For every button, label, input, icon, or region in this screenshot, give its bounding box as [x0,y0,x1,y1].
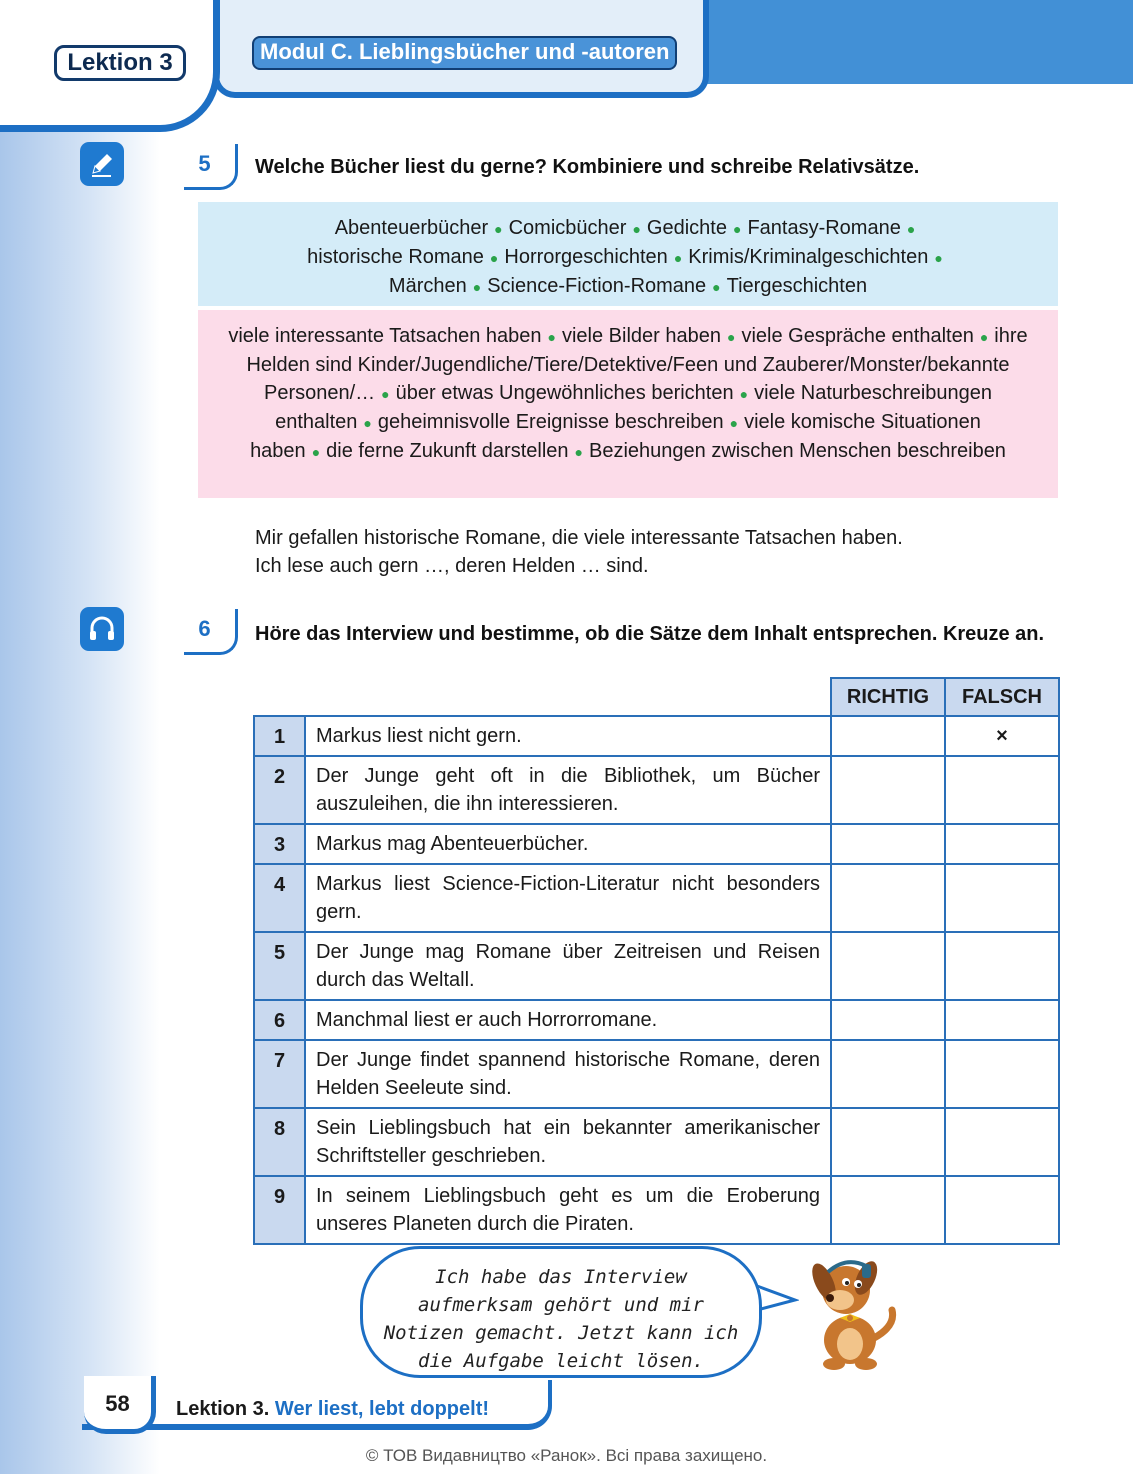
speech-bubble: Ich habe das Interview aufmerksam gehört und mir Notizen gemacht. Jetzt kann ich die Aufgabe leicht lösen. [360,1246,762,1378]
richtig-cell[interactable] [831,932,945,1000]
feature: geheimnisvolle Ereignisse beschreiben [377,411,724,433]
feature: über etwas Ungewöhnliches berichten [395,382,734,404]
falsch-cell[interactable] [945,1108,1059,1176]
falsch-cell[interactable] [945,756,1059,824]
table-row [254,756,1059,824]
genre: Fantasy-Romane [747,217,901,239]
footer-lesson [176,1398,489,1421]
genre: Horrorgeschichten [504,246,668,268]
table-row [254,1040,1059,1108]
statement: Der Junge geht oft in die Bibliothek, um Bücher auszuleihen, die ihn interessieren. [305,756,831,824]
left-margin-strip [0,0,160,1474]
row-number: 5 [254,932,305,1000]
falsch-cell[interactable] [945,824,1059,864]
example-text [255,524,1061,580]
table-row [254,716,1059,756]
dog-mascot-icon [800,1252,904,1370]
genre: Krimis/Kriminalgeschichten [688,246,929,268]
statement: Der Junge findet spannend historische Romane, deren Helden Seeleute sind. [305,1040,831,1108]
table-row [254,1108,1059,1176]
feature: viele Bilder haben [561,325,721,347]
row-number: 4 [254,864,305,932]
true-false-table [253,677,1060,1245]
genre: Science-Fiction-Romane [487,275,707,297]
statement: Der Junge mag Romane über Zeitreisen und Reisen durch das Weltall. [305,932,831,1000]
task-number: 5 [184,144,238,190]
feature: viele komische Situationen haben [250,411,981,462]
genre-line: Märchen ● Science-Fiction-Romane ● Tiergeschichten [388,275,868,297]
footer-lesson-title: Wer liest, lebt doppelt! [274,1398,490,1420]
task-title: Welche Bücher liest du gerne? Kombiniere und schreibe Relativsätze. [255,156,920,178]
richtig-cell[interactable] [831,716,945,756]
statement: Markus liest nicht gern. [305,716,831,756]
genre: Abenteuerbücher [334,217,489,239]
row-number: 8 [254,1108,305,1176]
row-number: 1 [254,716,305,756]
falsch-cell[interactable] [945,1000,1059,1040]
page-number: 58 [84,1376,156,1434]
row-number: 6 [254,1000,305,1040]
richtig-cell[interactable] [831,864,945,932]
genre-box [198,202,1058,306]
richtig-cell[interactable] [831,1176,945,1244]
statement: Markus liest Science-Fiction-Literatur nicht besonders gern. [305,864,831,932]
column-header-richtig: RICHTIG [831,678,945,716]
row-number: 9 [254,1176,305,1244]
top-blue-bar [700,0,1133,84]
genre: historische Romane [307,246,484,268]
lesson-badge: Lektion 3 [54,45,186,81]
feature-text: viele interessante Tatsachen haben ● viele Bilder haben ● viele Gespräche enthalten ● ihre Helden sind Kinder/Jugendliche/Tiere/Detektive/Feen und Zauberer/Monster/bekannte Personen/… ● über etwas Ungewöhnliches berichten ● viele Naturbeschreibungen enthalten ● geheimnisvolle Ereignisse beschreiben ● viele komische Situationen haben ● die ferne Zukunft darstellen ● Beziehungen zwischen Menschen beschreiben [228,325,1028,462]
feature-box [198,310,1058,498]
pencil-icon [80,142,124,186]
example-line: Mir gefallen historische Romane, die viele interessante Tatsachen haben. [255,527,903,549]
copyright: © ТОВ Видавництво «Ранок». Всі права захищено. [365,1446,768,1465]
table-row [254,824,1059,864]
falsch-cell[interactable] [945,1176,1059,1244]
richtig-cell[interactable] [831,824,945,864]
row-number: 7 [254,1040,305,1108]
feature: die ferne Zukunft darstellen [326,440,569,462]
table-row [254,1176,1059,1244]
genre-line: historische Romane ● Horrorgeschichten ● Krimis/Kriminalgeschichten ● [307,246,943,268]
feature: viele Naturbeschreibungen enthalten [275,382,993,433]
feature: ihre Helden sind Kinder/Jugendliche/Tiere/Detektive/Feen und Zauberer/Monster/bekannte Personen/… [246,325,1028,404]
blank-header [254,678,831,716]
example-line: Ich lese auch gern …, deren Helden … sind. [255,555,649,577]
feature: Beziehungen zwischen Menschen beschreiben [589,440,1006,462]
richtig-cell[interactable] [831,756,945,824]
falsch-cell[interactable] [945,864,1059,932]
richtig-cell[interactable] [831,1108,945,1176]
table-header-row [254,678,1059,716]
statement: Manchmal liest er auch Horrorromane. [305,1000,831,1040]
falsch-cell[interactable]: × [945,716,1059,756]
genre: Gedichte [646,217,727,239]
task-number: 6 [184,609,238,655]
genre-line: Abenteuerbücher ● Comicbücher ● Gedichte ● Fantasy-Romane ● [334,217,916,239]
statement: Markus mag Abenteuerbücher. [305,824,831,864]
statement: In seinem Lieblingsbuch geht es um die Eroberung unseres Planeten durch die Piraten. [305,1176,831,1244]
genre: Comicbücher [508,217,627,239]
headphones-icon [80,607,124,651]
table-row [254,864,1059,932]
column-header-falsch: FALSCH [945,678,1059,716]
falsch-cell[interactable] [945,932,1059,1000]
genre: Märchen [388,275,467,297]
richtig-cell[interactable] [831,1000,945,1040]
falsch-cell[interactable] [945,1040,1059,1108]
table-row [254,1000,1059,1040]
footer-lesson-label: Lektion 3. [176,1398,270,1420]
feature: viele Gespräche enthalten [741,325,974,347]
genre: Tiergeschichten [726,275,868,297]
statement: Sein Lieblingsbuch hat ein bekannter amerikanischer Schriftsteller geschrieben. [305,1108,831,1176]
module-title: Modul C. Lieblingsbücher und -autoren [252,36,677,70]
task-title: Höre das Interview und bestimme, ob die Sätze dem Inhalt entsprechen. Kreuze an. [255,623,1045,645]
richtig-cell[interactable] [831,1040,945,1108]
feature: viele interessante Tatsachen haben [228,325,542,347]
row-number: 3 [254,824,305,864]
table-row [254,932,1059,1000]
row-number: 2 [254,756,305,824]
